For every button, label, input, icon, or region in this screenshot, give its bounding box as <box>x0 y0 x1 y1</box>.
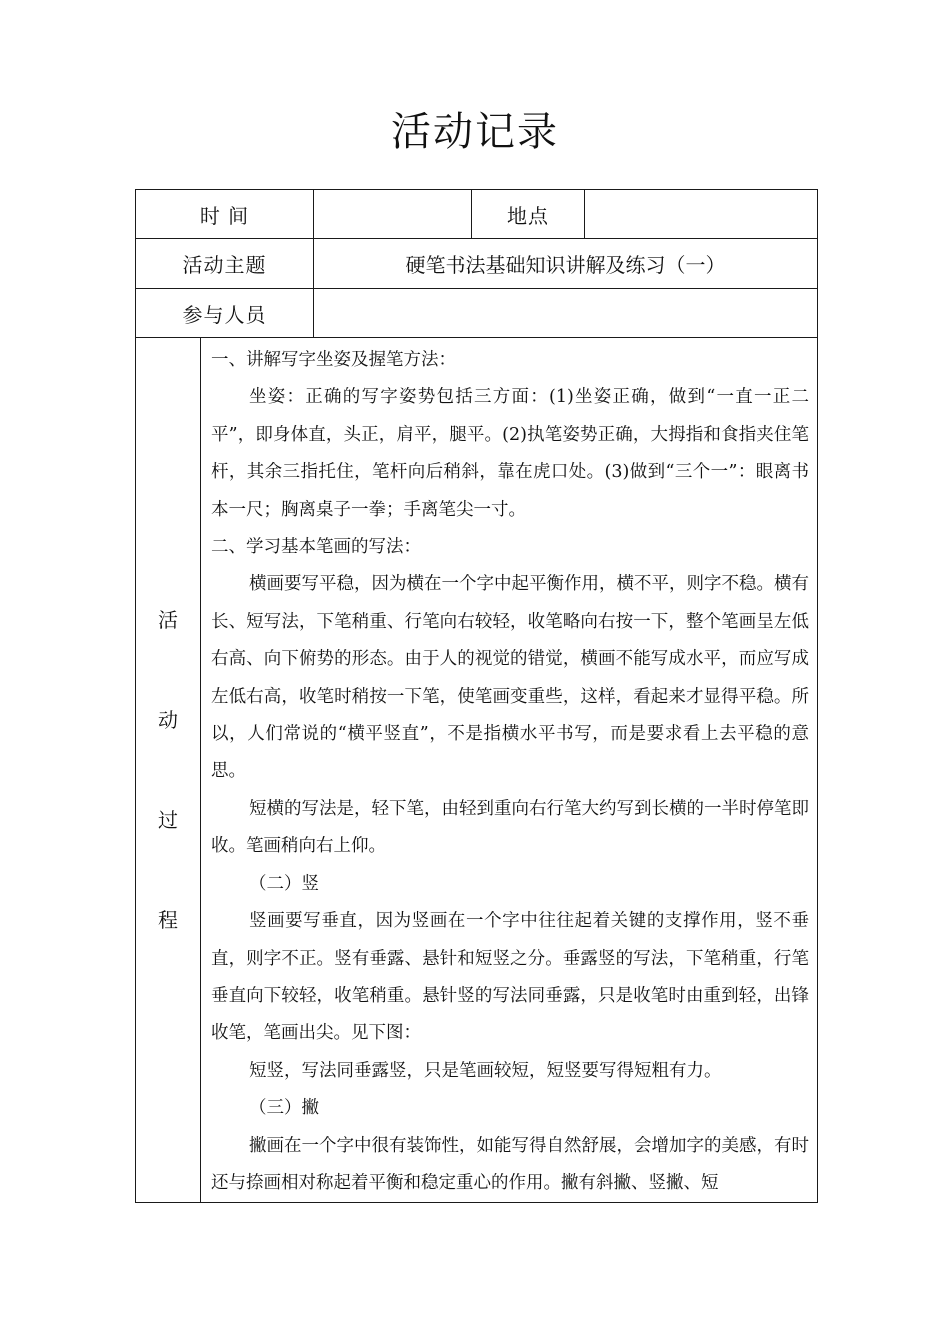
place-label: 地点 <box>472 190 585 239</box>
theme-label: 活动主题 <box>136 239 314 289</box>
theme-row <box>136 239 818 289</box>
content-paragraph: 竖画要写垂直，因为竖画在一个字中往往起着关键的支撑作用，竖不垂直，则字不正。竖有垂露、悬针和短竖之分。垂露竖的写法，下笔稍重，行笔垂直向下较轻，收笔稍重。悬针竖的写法同垂露，只是收笔时由重到轻，出锋收笔，笔画出尖。见下图： <box>211 911 810 1044</box>
time-value <box>314 190 472 239</box>
participants-value <box>314 289 818 338</box>
content-subheading: （三）撇 <box>249 1098 319 1119</box>
content-paragraph: 横画要写平稳，因为横在一个字中起平衡作用，横不平，则字不稳。横有长、短写法，下笔稍重、行笔向右较轻，收笔略向右按一下，整个笔画呈左低右高、向下俯势的形态。由于人的视觉的错觉，横画不能写成水平，而应写成左低右高，收笔时稍按一下笔，使笔画变重些，这样，看起来才显得平稳。所以，人们常说的“横平竖直”，不是指横水平书写，而是要求看上去平稳的意思。 <box>211 574 810 782</box>
participants-label: 参与人员 <box>136 289 314 338</box>
page-title: 活动记录 <box>391 109 559 155</box>
process-label-char: 程 <box>158 908 178 933</box>
content-heading: 二、学习基本笔画的写法： <box>211 537 421 558</box>
process-label-char: 动 <box>158 708 178 733</box>
place-value <box>585 190 818 239</box>
content-heading: 一、讲解写字坐姿及握笔方法： <box>211 350 456 370</box>
participants-row <box>136 289 818 338</box>
content-paragraph: 撇画在一个字中很有装饰性，如能写得自然舒展，会增加字的美感，有时还与捺画相对称起着平衡和稳定重心的作用。撇有斜撇、竖撇、短 <box>211 1135 810 1193</box>
content-subheading: （二）竖 <box>249 873 319 894</box>
content-paragraph: 坐姿：正确的写字姿势包括三方面：(1)坐姿正确，做到“一直一正二平”，即身体直，头正，肩平，腿平。(2)执笔姿势正确，大拇指和食指夹住笔杆，其余三指托住，笔杆向后稍斜，靠在虎口处。(3)做到“三个一”：眼离书本一尺；胸离桌子一拳；手离笔尖一寸。 <box>211 387 810 520</box>
process-label-char: 活 <box>158 608 178 633</box>
content-paragraph: 短横的写法是，轻下笔，由轻到重向右行笔大约写到长横的一半时停笔即收。笔画稍向右上仰。 <box>211 798 810 857</box>
content-paragraph: 短竖，写法同垂露竖，只是笔画较短，短竖要写得短粗有力。 <box>249 1060 722 1081</box>
time-place-row <box>136 190 818 239</box>
activity-record-table <box>135 189 818 1203</box>
time-label: 时 间 <box>136 190 314 239</box>
theme-value: 硬笔书法基础知识讲解及练习（一） <box>314 239 818 289</box>
process-label-char: 过 <box>158 808 178 833</box>
process-content <box>201 338 818 1203</box>
process-row <box>136 338 818 1203</box>
process-label <box>136 338 201 1203</box>
